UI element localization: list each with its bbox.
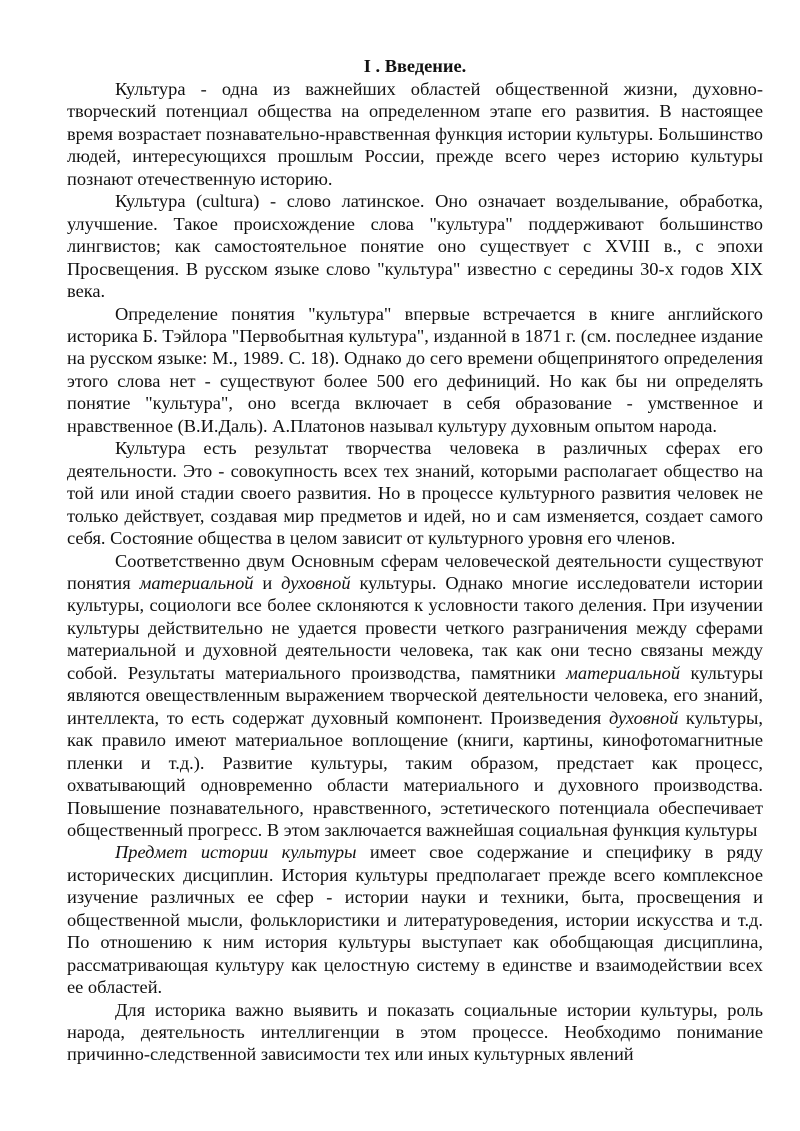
paragraph [67, 550, 763, 842]
paragraph [67, 190, 763, 302]
italic-term: духовной [281, 572, 351, 593]
text-run: культуры являются овеществленным выражением творческой деятельности человека, его знаний, интеллекта, то есть содержат духовный компонент. Произведения [67, 662, 763, 728]
italic-term: Предмет истории культуры [115, 842, 357, 863]
text-run: и [253, 572, 282, 593]
page-title: I . Введение. [363, 56, 467, 76]
italic-term: материальной [566, 662, 681, 683]
text-run: Для историка важно выявить и показать социальные истории культуры, роль народа, деятельность интеллигенции в этом процессе. Необходимо понимание причинно-следственной зависимости тех или иных культурных явлений [67, 999, 763, 1065]
italic-term: духовной [608, 707, 679, 728]
text-run: Культура есть результат творчества человека в различных сферах его деятельности. Это - совокупность всех тех знаний, которыми располагает общество на той или иной стадии своего развития. Но в процессе культурного развития человек не только действует, создавая мир предметов и идей, но и сам изменяется, создает самого себя. Состояние общества в целом зависит от культурного уровня его членов. [67, 438, 763, 549]
paragraph [67, 999, 763, 1066]
italic-term: материальной [139, 572, 254, 593]
paragraph [67, 437, 763, 549]
text-run: Определение понятия "культура" впервые встречается в книге английского историка Б. Тэйлора "Первобытная культура", изданной в 1871 г. (см. последнее издание на русском языке: М., 1989. С. 18). Однако до сего времени общепринятого определения этого слова нет - существуют более 500 его дефиниций. Но как бы ни определять понятие "культура", оно всегда включает в себя образование - умственное и нравственное (В.И.Даль). А.Платонов называл культуру духовным опытом народа. [67, 303, 763, 436]
text-run: Соответственно двум Основным сферам человеческой деятельности существуют понятия [67, 550, 763, 593]
text-run: Культура (cultura) - слово латинское. Оно означает возделывание, обработка, улучшение. Такое происхождение слова "культура" поддерживают большинство лингвистов; как самостоятельное понятие оно существует с XVIII в., с эпохи Просвещения. В русском языке слово "культура" известно с середины 30-х годов XIX века. [67, 191, 763, 302]
text-run: культуры. Однако многие исследователи истории культуры, социологи все более склоняются к условности такого деления. При изучении культуры действительно не удается провести четкого разграничения между сферами материальной и духовной деятельности человека, так как они тесно связаны между собой. Результаты материального производства, памятники [67, 572, 763, 683]
paragraph [67, 303, 763, 438]
text-run: имеет свое содержание и специфику в ряду исторических дисциплин. История культуры предполагает прежде всего комплексное изучение различных ее сфер - истории науки и техники, быта, просвещения и общественной мысли, фольклористики и литературоведения, истории искусства и т.д. По отношению к ним история культуры выступает как обобщающая дисциплина, рассматривающая культуру как целостную систему в единстве и взаимодействии всех ее областей. [67, 842, 763, 998]
paragraph [67, 841, 763, 998]
text-run: культуры, как правило имеют материальное воплощение (книги, картины, кинофотомагнитные пленки и т.д.). Развитие культуры, таким образом, предстает как процесс, охватывающий одновременно области материального и духовного производства. Повышение познавательного, нравственного, эстетического потенциала обеспечивает общественный прогресс. В этом заключается важнейшая социальная функция культуры [67, 707, 763, 840]
document-page [67, 55, 763, 1066]
text-run: Культура - одна из важнейших областей общественной жизни, духовно-творческий потенциал общества на определенном этапе его развития. В настоящее время возрастает познавательно-нравственная функция истории культуры. Большинство людей, интересующихся прошлым России, прежде всего через историю культуры познают отечественную историю. [67, 79, 763, 189]
paragraph [67, 78, 763, 190]
